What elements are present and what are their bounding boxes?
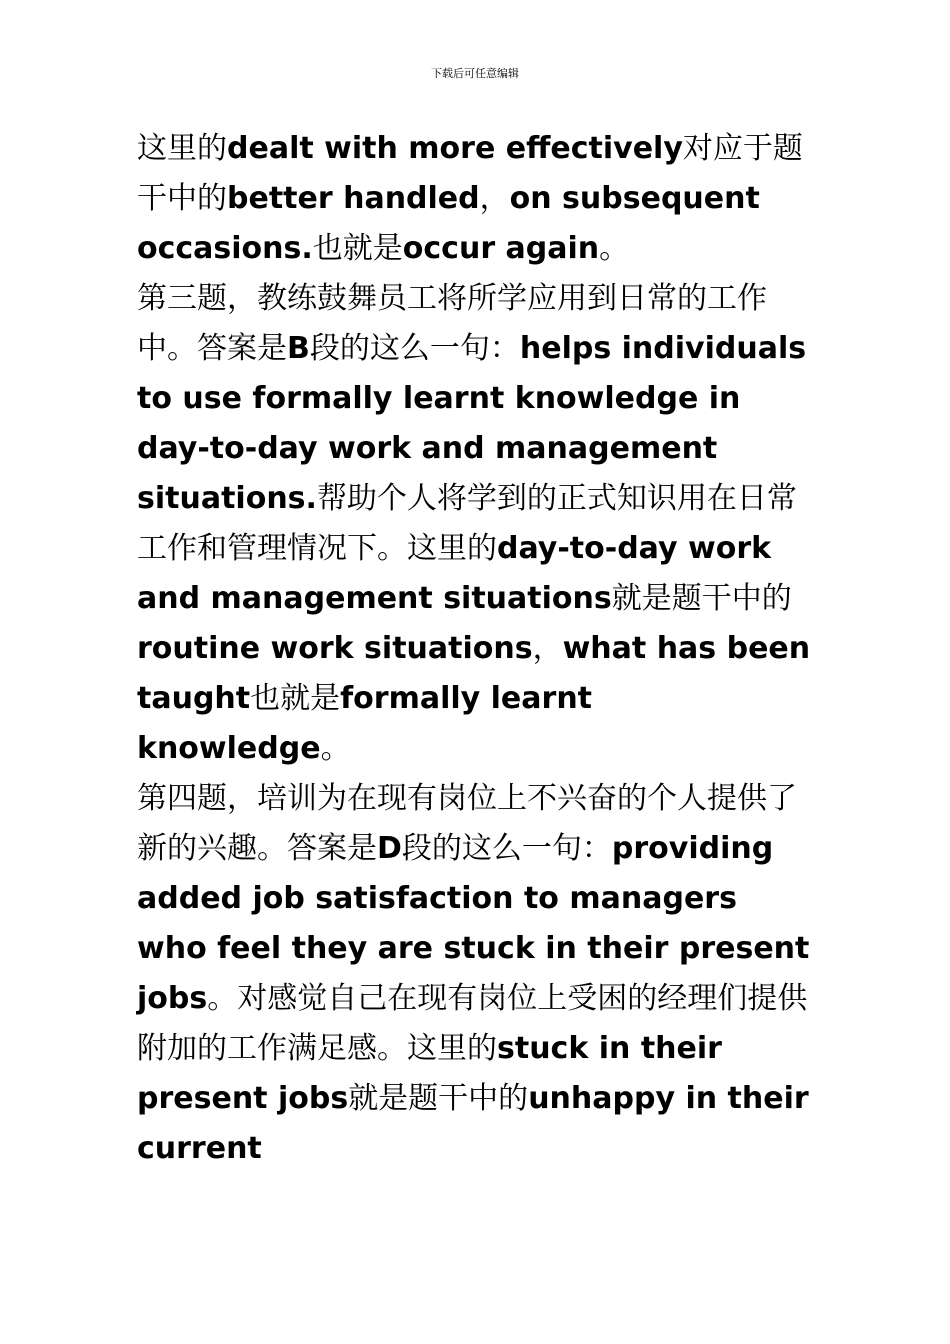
text-segment: 也就是 [312, 231, 403, 266]
text-segment: 也就是 [250, 681, 341, 716]
text-segment: B [287, 331, 310, 366]
text-segment: 帮助个人将学到的正式知识用在日常工作和管理情况下。这里的 [137, 481, 797, 566]
paragraph-1 [137, 124, 813, 274]
page-header: 下载后可任意编辑 [431, 67, 519, 80]
text-segment: 段的这么一句： [309, 331, 520, 366]
text-segment: ， [479, 181, 510, 216]
text-segment: routine work situations [137, 631, 533, 666]
text-segment: 。对感觉自己在现有岗位上受困的经理们提供附加的工作满足感。这里的 [137, 981, 808, 1066]
text-segment: 第四题，培训为在现有岗位上不兴奋的个人提供了新的兴趣。答案是 [137, 781, 797, 866]
text-segment: 对应于题干中的 [137, 131, 803, 216]
text-segment: 第三题，教练鼓舞员工将所学应用到日常的工作中。答案是 [137, 281, 767, 366]
text-segment: stuck in their present jobs [137, 1031, 722, 1116]
text-segment: occur again [402, 231, 600, 266]
text-segment: 段的这么一句： [401, 831, 612, 866]
text-segment: D [377, 831, 402, 866]
text-segment: formally learnt knowledge [137, 681, 593, 766]
text-segment: 就是题干中的 [348, 1081, 529, 1116]
paragraph-3 [137, 774, 813, 1174]
text-segment: what has been taught [137, 631, 811, 716]
text-segment: 这里的 [137, 131, 227, 166]
text-segment: 就是题干中的 [611, 581, 792, 616]
text-segment: 。 [320, 731, 351, 766]
document-body [137, 124, 813, 1174]
text-segment: unhappy in their current [137, 1081, 809, 1166]
paragraph-2 [137, 274, 813, 774]
text-segment: helps individuals to use formally learnt knowledge in day-to-day work and management situations. [137, 331, 807, 516]
text-segment: providing added job satisfaction to managers who feel they are stuck in their present jobs [137, 831, 810, 1016]
text-segment: dealt with more effectively [227, 131, 683, 166]
text-segment: day-to-day work and management situations [137, 531, 772, 616]
text-segment: 。 [599, 231, 630, 266]
text-segment: better handled [227, 181, 480, 216]
text-segment: ， [532, 631, 563, 666]
text-segment: on subsequent occasions. [137, 181, 760, 266]
